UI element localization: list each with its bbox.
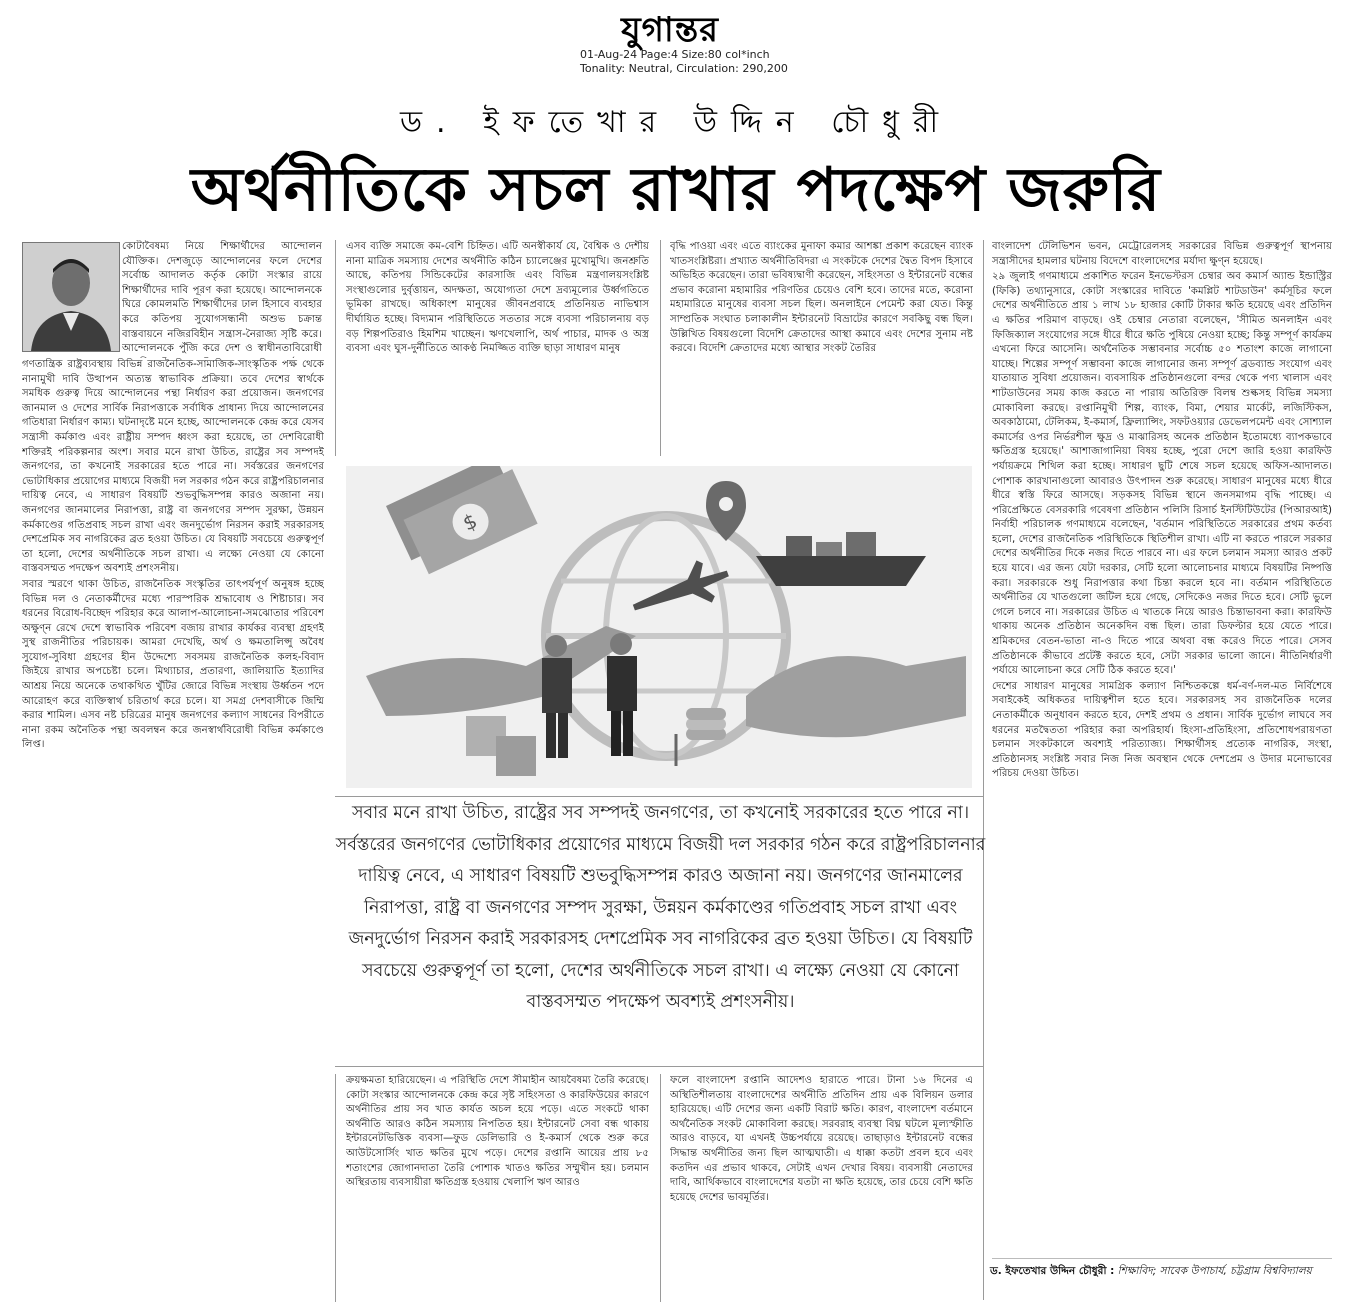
svg-text:$: $ [459, 508, 481, 536]
footnote-author: ড. ইফতেখার উদ্দিন চৌধুরী : [990, 1265, 1115, 1277]
pull-quote-text: সবার মনে রাখা উচিত, রাষ্ট্রের সব সম্পদই জনগণের, তা কখনোই সরকারের হতে পারে না। সর্বস্তরের জনগণের ভোটাধিকার প্রয়োগের মাধ্যমে বিজয়ী দল সরকার গঠন করে রাষ্ট্রপরিচালনার দায়িত্ব নেবে, এ সাধারণ বিষয়টি শুভবুদ্ধিসম্পন্ন কারও অজানা নয়। জনগণের জানমালের নিরাপত্তা, রাষ্ট্র বা জনগণের সম্পদ সুরক্ষা, উন্নয়ন কর্মকাণ্ডের গতিপ্রবাহ সচল রাখা এবং জনদুর্ভোগ নিরসন করাই সরকারসহ দেশপ্রেমিক সব নাগরিকের ব্রত হওয়া উচিত। যে বিষয়টি সবচেয়ে গুরুত্বপূর্ণ তা হলো, দেশের অর্থনীতিকে সচল রাখা। এ লক্ষ্যে নেওয়া যে কোনো বাস্তবসম্মত পদক্ষেপ অবশ্যই প্রশংসনীয়। [335, 803, 986, 1012]
col2-top-text: এসব ব্যক্তি সমাজে কম-বেশি চিহ্নিত। এটি অনস্বীকার্য যে, বৈশ্বিক ও দেশীয় নানা মাত্রিক সমস্যায় দেশের অর্থনীতি কঠিন চ্যালেঞ্জের মুখোমুখি। জনশ্রুতি আছে, কতিপয় সিন্ডিকেটের কারসাজি এবং বিভিন্ন মন্ত্রণালয়সংশ্লিষ্ট সংস্থাগুলোর দুর্বৃত্তায়ন, অদক্ষতা, অযোগ্যতা দেশে দ্রব্যমূল্যের উর্ধ্বগতিতে ভূমিকা রাখছে। অধিকাংশ মানুষের জীবনপ্রবাহে প্রতিনিয়ত নাভিশ্বাস দীর্ঘায়িত হচ্ছে। বিদ্যমান পরিস্থিতিতে সততার সঙ্গে ব্যবসা পরিচালনায় বড় বড় শিল্পপতিরাও হিমশিম খাচ্ছেন। ঋণখেলাপি, অর্থ পাচার, মাদক ও অস্ত্র ব্যবসা এবং ঘুস-দুর্নীতিতে আকণ্ঠ নিমজ্জিত ব্যক্তি ছাড়া সাধারণ মানুষ [346, 241, 649, 355]
col1-para-2: গণতান্ত্রিক রাষ্ট্রব্যবস্থায় বিভিন্ন রাজনৈতিক-সামাজিক-সাংস্কৃতিক পক্ষ থেকে নানামুখী দাবি উত্থাপন অত্যন্ত স্বাভাবিক প্রক্রিয়া। তবে দেশের স্বার্থকে সমধিক গুরুত্ব দিয়ে আন্দোলনের পন্থা নির্ধারণ করা প্রয়োজন। জনগণের জানমাল ও দেশের সার্বিক নিরাপত্তাকে সর্বাধিক প্রাধান্য দিয়ে আন্দোলনের গতিধারা নির্ধারণ কাম্য। ঘটনাদৃষ্টে মনে হচ্ছে, আন্দোলনকে কেন্দ্র করে যেসব সন্ত্রাসী কর্মকাণ্ড এবং রাষ্ট্রীয় সম্পদ ধ্বংস করা হয়েছে, তা দেশবিরোধী শক্তিরই পরিকল্পনার অংশ। সবার মনে রাখা উচিত, রাষ্ট্রের সব সম্পদই জনগণের, তা কখনোই সরকারের হতে পারে না। সর্বস্তরের জনগণের ভোটাধিকার প্রয়োগের মাধ্যমে বিজয়ী দল সরকার গঠন করে রাষ্ট্রপরিচালনার দায়িত্ব নেবে, এ সাধারণ বিষয়টি শুভবুদ্ধিসম্পন্ন কারও অজানা নয়। জনগণের জানমালের নিরাপত্তা, রাষ্ট্র বা জনগণের সম্পদ সুরক্ষা, উন্নয়ন কর্মকাণ্ডের গতিপ্রবাহ সচল রাখা এবং জনদুর্ভোগ নিরসন করাই সরকারসহ দেশপ্রেমিক সব নাগরিকের ব্রত হওয়া উচিত। যে বিষয়টি সবচেয়ে গুরুত্বপূর্ণ তা হলো, দেশের অর্থনীতিকে সচল রাখা। এ লক্ষ্যে নেওয়া যে কোনো বাস্তবসম্মত পদক্ষেপ অবশ্যই প্রশংসনীয়। [22, 359, 324, 575]
column-divider [335, 240, 336, 456]
column-divider [660, 240, 661, 456]
meta-line-size: 01-Aug-24 Page:4 Size:80 col*inch [580, 48, 770, 61]
column-2-top [346, 240, 649, 458]
col3-top-text: বৃদ্ধি পাওয়া এবং এতে ব্যাংকের মুনাফা কমার আশঙ্কা প্রকাশ করেছেন ব্যাংক খাতসংশ্লিষ্টরা। প্রখ্যাত অর্থনীতিবিদরা এ সংকটকে দেশের দ্বৈত বিপদ হিসাবে অভিহিত করেছেন। তারা ভবিষ্যদ্বাণী করেছেন, সহিংসতা ও ইন্টারনেট বন্ধের প্রভাব করোনা মহামারির পরিণতির চেয়েও বেশি হবে। তাদের মতে, করোনা মহামারিতে মানুষের ব্যবসা সচল ছিল। অনলাইনে পেমেন্ট করা যেত। কিন্তু সাম্প্রতিক সংঘাত চলাকালীন ইন্টারনেট বিভ্রাটের কারণে সবকিছু বন্ধ ছিল। উল্লিখিত বিষয়গুলো বিদেশি ক্রেতাদের আস্থা কমাবে এবং দেশের সুনাম নষ্ট করবে। বিদেশি ক্রেতাদের মধ্যে আস্থার সংকট তৈরির [670, 241, 973, 355]
footnote-role: শিক্ষাবিদ; সাবেক উপাচার্য, চট্টগ্রাম বিশ্ববিদ্যালয় [1117, 1265, 1312, 1277]
globe-trade-icon [346, 466, 972, 788]
meta-line-circulation: Tonality: Neutral, Circulation: 290,200 [580, 62, 788, 75]
newspaper-logo: যুগান্তর [621, 10, 719, 50]
clipping-meta [580, 48, 788, 76]
column-2-bottom [346, 1074, 649, 1304]
author-line: ড. ইফতেখার উদ্দিন চৌধুরী [399, 105, 953, 140]
footnote-rule [992, 1258, 1332, 1259]
col3-bottom-text: ফলে বাংলাদেশ রপ্তানি আদেশও হারাতে পারে। টানা ১৬ দিনের এ অস্থিতিশীলতায় বাংলাদেশের অর্থনীতি প্রতিদিন প্রায় এক বিলিয়ন ডলার হারিয়েছে। এটি দেশের জন্য একটি বিরাট ক্ষতি। কারণ, বাংলাদেশ বর্তমানে অর্থনৈতিক সংকট মোকাবিলা করছে। সরবরাহ ব্যবস্থা বিঘ্ন ঘটলে মূল্যস্ফীতি আরও বাড়বে, যা এখনই উচ্চপর্যায়ে রয়েছে। তাছাড়াও ইন্টারনেট বন্ধের সিদ্ধান্ত অর্থনীতির জন্য ছিল আত্মঘাতী। এ ধাক্কা কতটা প্রবল হবে এবং কতদিন এর প্রভাব থাকবে, সেটাই এখন দেখার বিষয়। ব্যবসায়ী নেতাদের দাবি, আর্থিকভাবে বাংলাদেশের যতটা না ক্ষতি হয়েছে, তার চেয়ে বেশি ক্ষতি হয়েছে দেশের ভাবমূর্তির। [670, 1075, 973, 1203]
column-divider [983, 240, 984, 1300]
headline: অর্থনীতিকে সচল রাখার পদক্ষেপ জরুরি [190, 155, 1162, 225]
pullquote-top-rule [335, 796, 983, 797]
col1-para-1-start: কোটাবৈষম্য নিয়ে শিক্ষার্থীদের আন্দোলন যৌক্তিক। দেশজুড়ে আন্দোলনের ফলে দেশের সর্বোচ্চ আদালত কর্তৃক কোটা সংস্কার রায়ে শিক্ষার্থীদের দাবি পূরণ করা হয়েছে। আন্দোলনকে ঘিরে কোমলমতি শিক্ষার্থীদের ঢাল হিসাবে ব্যবহার করে কতিপয় সুযোগসন্ধানী অশুভ চক্রান্ত বাস্তবায়নে নজিরবিহীন সন্ত্রাস-নৈরাজ্য সৃষ্টি করে। আন্দোলনকে পুঁজি করে দেশ ও স্বাধীনতাবিরোধী [122, 241, 322, 355]
portrait-icon [23, 243, 119, 351]
col1-para-3: সবার স্মরণে থাকা উচিত, রাজনৈতিক সংস্কৃতির তাৎপর্যপূর্ণ অনুষঙ্গ হচ্ছে বিভিন্ন দল ও নেতাকর্মীদের মধ্যে পারস্পরিক শ্রদ্ধাবোধ ও শিষ্টাচার। সব ধরনের বিরোধ-বিচ্ছেদ পরিহার করে আলাপ-আলোচনা-সমঝোতার পরিবেশ অক্ষুণ্ন রেখে দেশে স্বাভাবিক পরিবেশ বজায় রাখার কার্যকর ব্যবস্থা গ্রহণই সুস্থ রাজনীতির পরিচায়ক। আমরা দেখেছি, অর্থ ও ক্ষমতালিপ্সু অবৈধ সুযোগ-সুবিধা গ্রহণের হীন উদ্দেশ্যে সবসময় রাজনৈতিক কলহ-বিবাদ জিইয়ে রাখার অপচেষ্টা চলে। মিথ্যাচার, প্রতারণা, জালিয়াতি ইত্যাদির আশ্রয় নিয়ে অনেকে তথাকথিত খুঁটির জোরে বিভিন্ন সংস্থায় উর্ধ্বতন পদে আরোহণ করে ব্যক্তিস্বার্থ চরিতার্থ করে চলে। যা সমগ্র দেশবাসীকে জিম্মি করার শামিল। এসব নষ্ট চরিত্রের মানুষ জনগণের কল্যাণ সাধনের বিপরীতে নানা রকম অনৈতিক পন্থা অবলম্বন করে জনস্বার্থবিরোধী বিভিন্ন কর্মকাণ্ডে লিপ্ত। [22, 578, 324, 751]
author-footnote [990, 1263, 1330, 1279]
column-3-bottom [670, 1074, 973, 1304]
column-4 [992, 240, 1332, 1256]
pull-quote [333, 798, 988, 1060]
column-divider [660, 1074, 661, 1302]
column-3-top [670, 240, 973, 458]
column-1 [22, 358, 324, 1303]
col4-para-2: ২৯ জুলাই গণমাধ্যমে প্রকাশিত ফরেন ইনভেস্টরস চেম্বার অব কমার্স অ্যান্ড ইন্ডাস্ট্রির (ফিকি) তথ্যানুসারে, কোটা সংস্কারের দাবিতে 'কমপ্লিট শাটডাউন' কর্মসূচির ফলে দেশের অর্থনীতিতে প্রায় ১ লাখ ১৮ হাজার কোটি টাকার ক্ষতি হয়েছে এবং প্রতিদিন এ ক্ষতির পরিমাণ বাড়ছে। ওই চেম্বার নেতারা বলেছেন, 'সীমিত অনলাইন এবং ফিজিক্যাল সংযোগের সঙ্গে ধীরে ধীরে ক্ষতি পুষিয়ে নেওয়া হচ্ছে; কিন্তু সম্পূর্ণ কার্যক্রম এখনো ফিরে আসেনি। অর্থনৈতিক সম্ভাবনার সর্বোচ্চ ৫০ শতাংশ কাজে লাগানো যাচ্ছে। শিল্পের সম্পূর্ণ সম্ভাবনা কাজে লাগানোর জন্য সম্পূর্ণ ব্রডব্যান্ড সংযোগ এবং যাতায়াত সুবিধা প্রয়োজন। ব্যবসায়িক প্রতিষ্ঠানগুলো বন্দর থেকে পণ্য খালাস এবং শাটডাউনের সময় কাজ করতে না পারায় অতিরিক্ত বিলম্ব শুল্কসহ বিভিন্ন সমস্যা মোকাবিলা করছে। রপ্তানিমুখী শিল্প, ব্যাংক, বিমা, শেয়ার মার্কেট, লজিস্টিকস, অবকাঠামো, টেলিকম, ই-কমার্স, ফ্রিল্যান্সিং, সফটওয়্যার ডেভেলপমেন্ট এবং সোশ্যাল কমার্সের ওপর নির্ভরশীল ক্ষুদ্র ও মাঝারিসহ অনেক প্রতিষ্ঠান ইতোমধ্যে ব্যাপকভাবে ক্ষতিগ্রস্ত হয়েছে।' আশাজাগানিয়া বিষয় হচ্ছে, পুরো দেশে জারি হওয়া কারফিউ পর্যায়ক্রমে শিথিল করা হচ্ছে। সাধারণ ছুটি শেষে সচল হয়েছে অফিস-আদালত। পোশাক কারখানাগুলো আবারও উৎপাদন শুরু করেছে। সাধারণ মানুষের মধ্যে ধীরে ধীরে স্বস্তি ফিরে আসছে। সড়কসহ বিভিন্ন স্থানে জনসমাগম বৃদ্ধি পাচ্ছে। এ পরিপ্রেক্ষিতে বেসরকারি গবেষণা প্রতিষ্ঠান পলিসি রিসার্চ ইনস্টিটিউটের (পিআরআই) নির্বাহী পরিচালক গণমাধ্যমে বলেছেন, 'বর্তমান পরিস্থিতিতে সরকারের প্রথম কর্তব্য হলো, দেশের রাজনৈতিক পরিস্থিতিকে স্থিতিশীল রাখা। এটি না করতে পারলে সরকার দেশের অর্থনীতির দিকে নজর দিতে পারবে না। এর ফলে চলমান সমস্যা আরও প্রকট হয়ে যাবে। এর জন্য যেটা দরকার, সেটি হলো আলোচনার মাধ্যমে বিষয়টির নিষ্পত্তি করা। সরকারকে শুধু নিরাপত্তার কথা চিন্তা করলে হবে না। বর্তমান পরিস্থিতিতে অর্থনীতির যে খাতগুলো জটিল হয়ে গেছে, সেদিকেও নজর দিতে হবে। সেটি ভুলে গেলে চলবে না। সরকারের উচিত এ খাতকে নিয়ে আরও চিন্তাভাবনা করা। কারফিউ থাকায় অনেক প্রতিষ্ঠান অনেকদিন বন্ধ ছিল। তারা ডিফল্টার হয়ে যেতে পারে। শ্রমিকদের বেতন-ভাতা না-ও দিতে পারে অথবা বন্ধ করেও দিতে পারে। সেসব প্রতিষ্ঠানকে কীভাবে প্রটেক্ট করতে হবে, সেটা সরকার ভালো জানে। নীতিনির্ধারণী পর্যায়ে আলোচনা করে সেটি ঠিক করতে হবে।' [992, 271, 1332, 677]
column-1-wrap-top [122, 240, 322, 358]
column-divider [335, 1074, 336, 1302]
col2-bottom-text: ক্রয়ক্ষমতা হারিয়েছেন। এ পরিস্থিতি দেশে সীমাহীন আয়বৈষম্য তৈরি করেছে। কোটা সংস্কার আন্দোলনকে কেন্দ্র করে সৃষ্ট সহিংসতা ও কারফিউয়ের কারণে অর্থনীতির প্রায় সব খাত কার্যত অচল হয়ে পড়ে। এতে সংকটে থাকা অর্থনীতি আরও কঠিন সমস্যায় নিপতিত হয়। ইন্টারনেট সেবা বন্ধ থাকায় ইন্টারনেটভিত্তিক ব্যবসা—ফুড ডেলিভারি ও ই-কমার্স থেকে শুরু করে আউটসোর্সিং খাত ক্ষতির মুখে পড়ে। দেশের রপ্তানি আয়ের প্রায় ৮৫ শতাংশের জোগানদাতা তৈরি পোশাক খাতও ক্ষতির সম্মুখীন হয়। চলমান অস্থিরতায় ব্যবসায়ীরা ক্ষতিগ্রস্ত হওয়ায় খেলাপি ঋণ আরও [346, 1075, 649, 1189]
author-photo [22, 242, 120, 352]
col4-para-3: দেশের সাধারণ মানুষের সামগ্রিক কল্যাণ নিশ্চিতকল্পে ধর্ম-বর্ণ-দল-মত নির্বিশেষে সবাইকেই অধিকতর দায়িত্বশীল হতে হবে। সরকারসহ সব রাজনৈতিক দলের নেতাকর্মীকে অনুধাবন করতে হবে, দেশই প্রথম ও প্রধান। সার্বিক দুর্ভোগ লাঘবে সব ধরনের মতদ্বৈততা পরিহার করা অপরিহার্য। হিংসা-প্রতিহিংসা, প্রতিশোধপরায়ণতা চলমান সংকটকালে অবশ্যই পরিত্যাজ্য। শিক্ষার্থীসহ প্রত্যেক নাগরিক, সংস্থা, প্রতিষ্ঠানসহ সংশ্লিষ্ট সবার নিজ নিজ অবস্থান থেকে দেশপ্রেম ও উদার মনোভাবের পরিচয় দেওয়া উচিত। [992, 680, 1332, 780]
masthead [0, 0, 1352, 80]
col4-para-1: বাংলাদেশ টেলিভিশন ভবন, মেট্রোরেলসহ সরকারের বিভিন্ন গুরুত্বপূর্ণ স্থাপনায় সন্ত্রাসীদের হামলার ঘটনায় বিদেশে বাংলাদেশের মর্যাদা ক্ষুণ্ন হয়েছে। [992, 241, 1332, 267]
economy-illustration [346, 466, 972, 788]
pullquote-bottom-rule [335, 1066, 983, 1067]
